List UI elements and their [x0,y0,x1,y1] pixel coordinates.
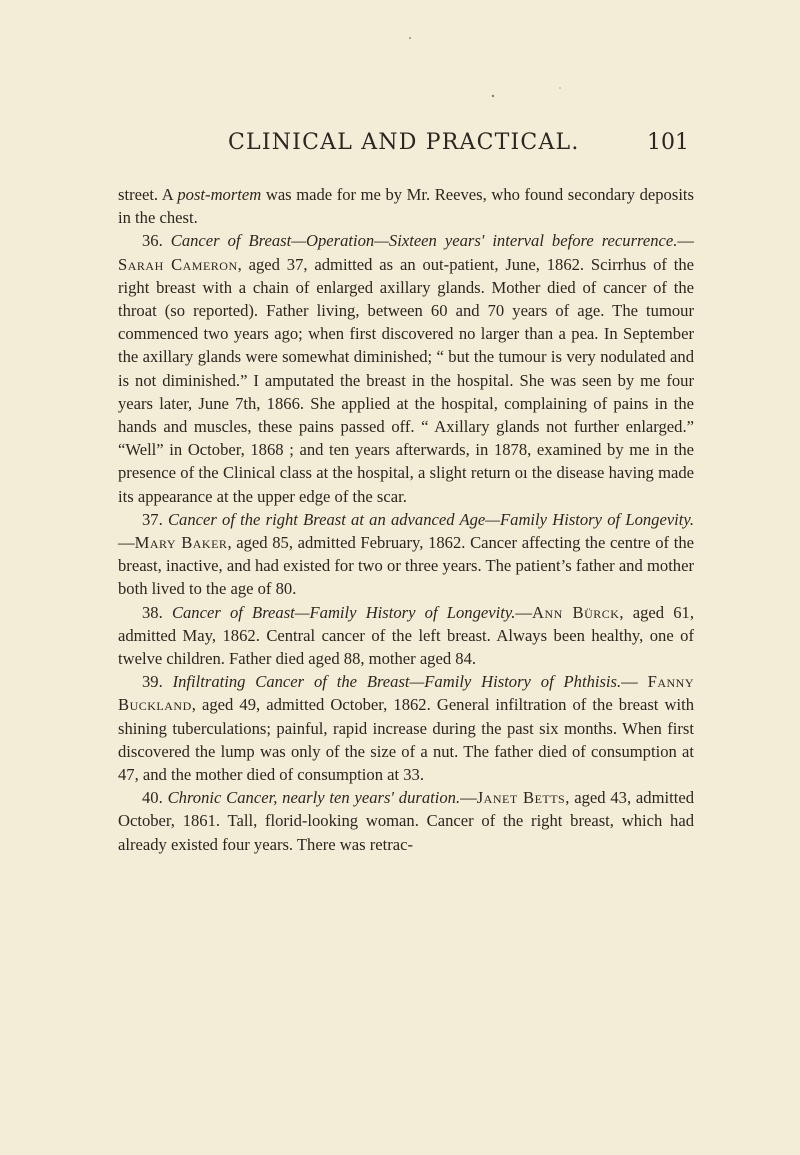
case-39 [118,670,694,786]
continued-paragraph [118,183,694,229]
dash: — [621,672,648,692]
dash: — [677,231,695,251]
patient-name: Sarah Cameron [118,254,238,274]
case-number: 36. [142,231,171,251]
case-body: , aged 61, admitted May, 1862. Central cancer of the left breast. Always been healthy, one of twelve children. Father died aged 88, mother aged 84. [118,602,694,669]
case-38 [118,601,694,671]
case-title: Cancer of Breast—Operation—Sixteen years' interval before recurrence. [170,231,678,251]
patient-name: Fanny Buckland [118,672,695,715]
dash: — [118,533,135,553]
page-number: 101 [647,130,689,155]
case-body: , aged 37, admitted as an out-patient, June, 1862. Scirrhus of the right breast with a chain of enlarged axillary glands. Mother died of cancer of the throat (so reported). Father living, between 60 and 70 years of age. The tumour commenced two years ago; when first discovered no larger than a pea. In September the axillary glands were somewhat diminished; “ but the tumour is very nodulated and is not diminished.” I amputated the breast in the hospital. She was seen by me four years later, June 7th, 1866. She applied at the hospital, complaining of pains in the hands and muscles, these pains passed off. “ Axillary glands not further enlarged.” “Well” in October, 1868 ; and ten years afterwards, in 1878, examined by me in the presence of the Clinical class at the hospital, a slight return oı the disease having made its appearance at the upper edge of the scar. [118,254,695,506]
case-body: , aged 49, admitted October, 1862. General infiltration of the breast with shining tuberculations; painful, rapid increase during the past six months. When first discovered the lump was only of the size of a nut. The father died of consumption at 47, and the mother died of consumption at 33. [118,695,694,785]
dash: — [515,602,533,622]
case-number: 39. [142,672,173,692]
case-number: 37. [142,509,168,529]
text-run: street. A [118,185,178,204]
case-40 [118,786,694,856]
page-header [0,122,800,162]
case-title: Cancer of Breast—Family History of Longevity. [171,602,516,622]
text-run: was made for me by Mr. Reeves, who found secondary deposits in the chest. [118,185,694,228]
case-body: , aged 43, admitted October, 1861. Tall, florid-looking woman. Cancer of the right breast, which had already existed four years. There was retrac- [118,788,694,854]
case-number: 40. [142,788,168,808]
case-title: Cancer of the right Breast at an advanced Age—Family History of Longevity. [167,509,695,529]
case-37 [118,508,694,601]
italic-term: post-mortem [177,185,262,204]
case-title: Chronic Cancer, nearly ten years' duration. [167,788,461,808]
patient-name: Ann Bürck [532,602,620,622]
body-text [118,183,694,856]
case-36 [118,229,694,507]
patient-name: Mary Baker [134,533,228,553]
case-number: 38. [142,602,172,622]
dash: — [460,788,477,808]
patient-name: Janet Betts [476,788,566,808]
case-body: , aged 85, admitted February, 1862. Cancer affecting the centre of the breast, inactive, and had existed for two or three years. The patient’s father and mother both lived to the age of 80. [118,533,694,599]
running-title: CLINICAL AND PRACTICAL. [228,130,580,155]
case-title: Infiltrating Cancer of the Breast—Family History of Phthisis. [172,672,622,692]
